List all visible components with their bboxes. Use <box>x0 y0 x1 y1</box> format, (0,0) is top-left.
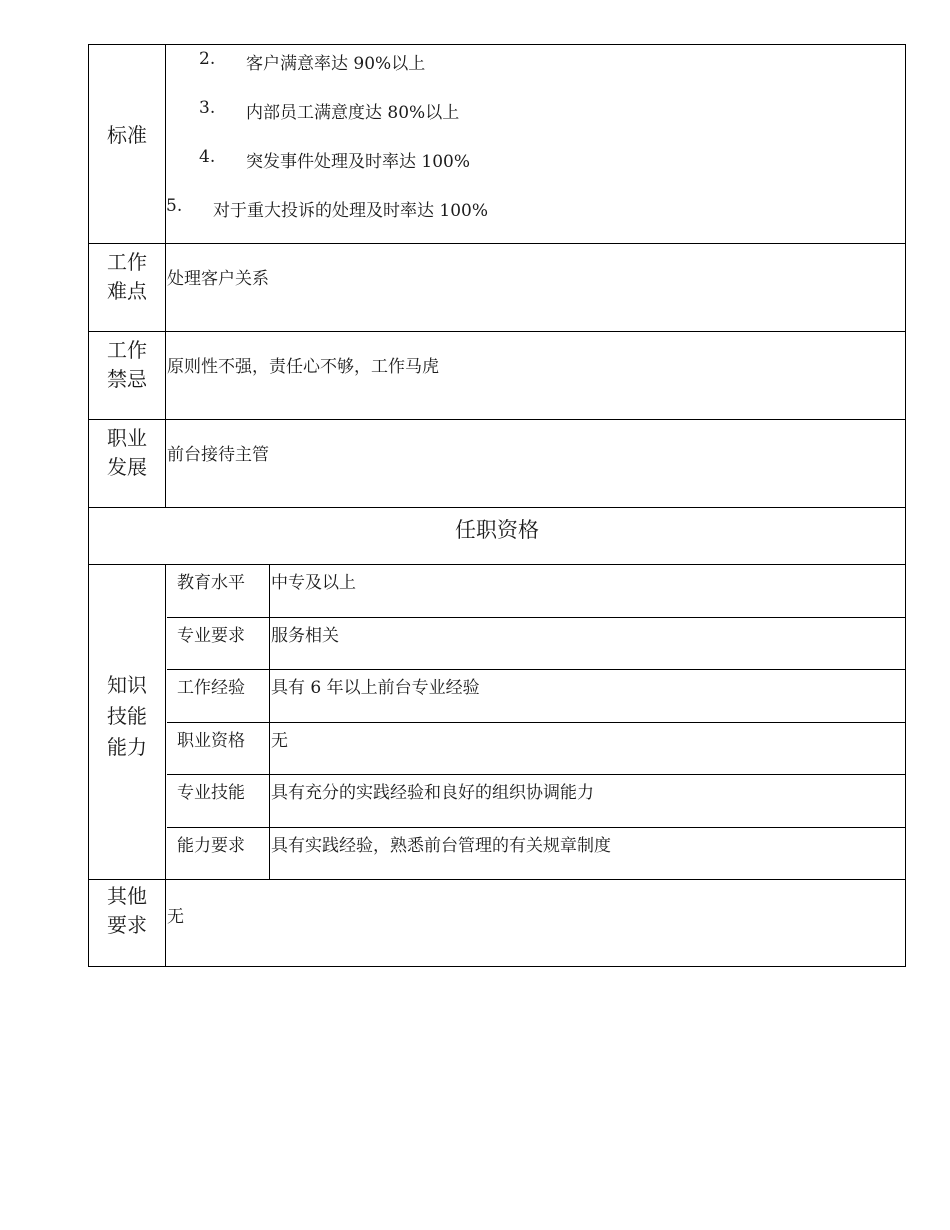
standard-item-text: 内部员工满意度达 80%以上 <box>246 103 460 123</box>
label-line: 工作 <box>107 338 147 362</box>
standard-item-text: 对于重大投诉的处理及时率达 100% <box>213 201 489 221</box>
difficulty-row <box>89 244 905 332</box>
knowledge-label <box>89 565 166 879</box>
taboo-row <box>89 332 905 420</box>
knowledge-item-name: 能力要求 <box>167 828 270 881</box>
label-line: 职业 <box>107 426 147 450</box>
taboo-text: 原则性不强，责任心不够，工作马虎 <box>167 357 439 377</box>
standard-label: 标准 <box>89 45 166 243</box>
knowledge-item-value: 服务相关 <box>271 625 339 646</box>
knowledge-item-value: 具有实践经验，熟悉前台管理的有关规章制度 <box>271 835 611 856</box>
standard-item-number: 4. <box>199 147 216 167</box>
knowledge-item-row <box>167 723 905 776</box>
other-text: 无 <box>167 907 184 927</box>
difficulty-label <box>89 244 166 331</box>
knowledge-grid <box>167 565 905 879</box>
standard-content <box>167 45 905 243</box>
difficulty-text: 处理客户关系 <box>167 269 269 289</box>
label-line: 其他 <box>107 884 147 908</box>
qualification-header-row <box>89 508 905 565</box>
label-line: 知识 <box>107 672 147 697</box>
knowledge-item-row <box>167 828 905 881</box>
standard-item-text: 客户满意率达 90%以上 <box>246 54 426 74</box>
knowledge-item-name: 专业要求 <box>167 618 270 670</box>
standard-row <box>89 45 905 244</box>
job-description-table <box>88 44 906 967</box>
label-line: 技能 <box>107 703 147 728</box>
knowledge-row <box>89 565 905 880</box>
career-content <box>167 420 905 507</box>
knowledge-item-name: 教育水平 <box>167 565 270 617</box>
other-content <box>167 880 905 966</box>
standard-item-number: 5. <box>166 196 183 216</box>
knowledge-item-row <box>167 565 905 618</box>
career-text: 前台接待主管 <box>167 445 269 465</box>
knowledge-item-name: 职业资格 <box>167 723 270 775</box>
knowledge-item-value: 具有 6 年以上前台专业经验 <box>271 678 480 698</box>
label-line: 要求 <box>107 913 147 937</box>
knowledge-item-row <box>167 775 905 828</box>
career-row <box>89 420 905 508</box>
label-line: 禁忌 <box>107 367 147 391</box>
other-row <box>89 880 905 966</box>
label-line: 难点 <box>107 279 147 303</box>
label-line: 工作 <box>107 250 147 274</box>
difficulty-content <box>167 244 905 331</box>
taboo-content <box>167 332 905 419</box>
standard-item-number: 3. <box>199 98 216 118</box>
knowledge-item-row <box>167 618 905 671</box>
label-line: 能力 <box>107 734 147 759</box>
taboo-label <box>89 332 166 419</box>
knowledge-item-value: 无 <box>271 730 288 751</box>
career-label <box>89 420 166 507</box>
label-line: 发展 <box>107 455 147 479</box>
other-label <box>89 880 166 966</box>
knowledge-item-value: 中专及以上 <box>271 573 356 593</box>
qualification-title: 任职资格 <box>455 518 539 542</box>
knowledge-item-value: 具有充分的实践经验和良好的组织协调能力 <box>271 783 594 803</box>
standard-item-number: 2. <box>199 49 216 69</box>
knowledge-item-name: 专业技能 <box>167 775 270 827</box>
knowledge-item-row <box>167 670 905 723</box>
knowledge-item-name: 工作经验 <box>167 670 270 722</box>
standard-item-text: 突发事件处理及时率达 100% <box>246 152 471 172</box>
